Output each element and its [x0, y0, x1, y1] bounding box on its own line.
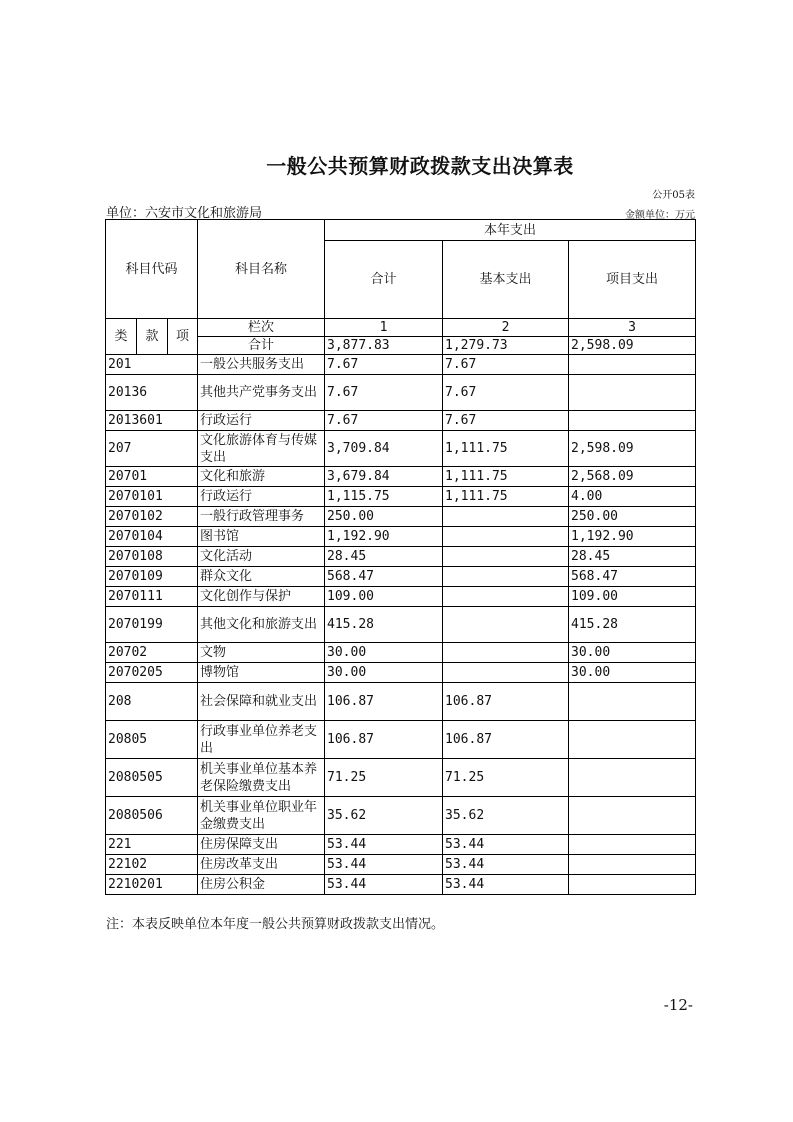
row-basic: 53.44 [443, 835, 569, 855]
row-basic [443, 663, 569, 683]
row-name: 一般行政管理事务 [198, 507, 325, 527]
row-basic: 7.67 [443, 355, 569, 375]
table-row [106, 797, 696, 835]
table-row [106, 567, 696, 587]
sum-project: 2,598.09 [569, 337, 696, 355]
sum-label: 合计 [198, 337, 325, 355]
row-basic [443, 643, 569, 663]
row-code: 22102 [106, 855, 198, 875]
row-project: 2,598.09 [569, 431, 696, 467]
row-basic: 106.87 [443, 683, 569, 721]
row-total: 109.00 [325, 587, 443, 607]
row-project: 4.00 [569, 487, 696, 507]
row-name: 机关事业单位职业年金缴费支出 [198, 797, 325, 835]
table-row [106, 663, 696, 683]
row-project: 2,568.09 [569, 467, 696, 487]
row-name: 群众文化 [198, 567, 325, 587]
row-basic: 1,111.75 [443, 487, 569, 507]
sum-basic: 1,279.73 [443, 337, 569, 355]
table-row [106, 587, 696, 607]
table-row [106, 527, 696, 547]
row-name: 住房改革支出 [198, 855, 325, 875]
row-project: 30.00 [569, 643, 696, 663]
row-project: 415.28 [569, 607, 696, 643]
row-name: 文化创作与保护 [198, 587, 325, 607]
table-row [106, 355, 696, 375]
row-total: 53.44 [325, 835, 443, 855]
row-name: 社会保障和就业支出 [198, 683, 325, 721]
table-row [106, 759, 696, 797]
table-row [106, 683, 696, 721]
table-row [106, 467, 696, 487]
row-basic: 1,111.75 [443, 431, 569, 467]
row-code: 20805 [106, 721, 198, 759]
row-basic [443, 527, 569, 547]
row-name: 文化活动 [198, 547, 325, 567]
row-total: 3,709.84 [325, 431, 443, 467]
row-code: 20136 [106, 375, 198, 411]
table-row [106, 643, 696, 663]
table-note: 注：本表反映单位本年度一般公共预算财政拨款支出情况。 [106, 917, 445, 932]
table-row [106, 835, 696, 855]
table-row [106, 547, 696, 567]
row-code: 2070199 [106, 607, 198, 643]
row-name: 行政运行 [198, 487, 325, 507]
row-total: 30.00 [325, 663, 443, 683]
row-code: 207 [106, 431, 198, 467]
row-code: 208 [106, 683, 198, 721]
row-code: 2070108 [106, 547, 198, 567]
row-name: 博物馆 [198, 663, 325, 683]
row-basic: 35.62 [443, 797, 569, 835]
row-total: 106.87 [325, 683, 443, 721]
row-code: 2080506 [106, 797, 198, 835]
row-project [569, 797, 696, 835]
row-basic [443, 607, 569, 643]
row-total: 415.28 [325, 607, 443, 643]
header-current-year: 本年支出 [325, 220, 696, 241]
row-code: 2013601 [106, 411, 198, 431]
header-kuan: 款 [137, 319, 168, 355]
table-row [106, 487, 696, 507]
row-total: 53.44 [325, 875, 443, 895]
row-name: 行政事业单位养老支出 [198, 721, 325, 759]
row-code: 221 [106, 835, 198, 855]
row-code: 2070111 [106, 587, 198, 607]
table-row [106, 507, 696, 527]
unit-label: 单位：六安市文化和旅游局 [106, 206, 263, 221]
row-total: 106.87 [325, 721, 443, 759]
row-project [569, 375, 696, 411]
row-basic [443, 567, 569, 587]
row-basic: 1,111.75 [443, 467, 569, 487]
row-project: 109.00 [569, 587, 696, 607]
table-row [106, 431, 696, 467]
row-name: 住房保障支出 [198, 835, 325, 855]
row-code: 2080505 [106, 759, 198, 797]
header-name: 科目名称 [198, 220, 325, 319]
row-code: 2070101 [106, 487, 198, 507]
row-project [569, 875, 696, 895]
row-project: 250.00 [569, 507, 696, 527]
header-lanci: 栏次 [198, 319, 325, 337]
row-project: 568.47 [569, 567, 696, 587]
row-basic: 71.25 [443, 759, 569, 797]
row-code: 2070104 [106, 527, 198, 547]
page-number: -12- [663, 996, 693, 1014]
row-total: 35.62 [325, 797, 443, 835]
row-name: 文化和旅游 [198, 467, 325, 487]
row-project [569, 759, 696, 797]
row-total: 28.45 [325, 547, 443, 567]
row-total: 7.67 [325, 375, 443, 411]
header-code: 科目代码 [106, 220, 198, 319]
table-row [106, 411, 696, 431]
form-number: 公开05表 [652, 190, 695, 201]
row-basic: 53.44 [443, 855, 569, 875]
row-name: 其他共产党事务支出 [198, 375, 325, 411]
table-row [106, 855, 696, 875]
row-total: 7.67 [325, 355, 443, 375]
row-total: 568.47 [325, 567, 443, 587]
header-project: 项目支出 [569, 241, 696, 319]
amount-unit-label: 金额单位：万元 [625, 210, 695, 221]
row-basic [443, 587, 569, 607]
row-project [569, 355, 696, 375]
row-code: 2070109 [106, 567, 198, 587]
row-basic: 53.44 [443, 875, 569, 895]
header-col2: 2 [443, 319, 569, 337]
row-total: 53.44 [325, 855, 443, 875]
row-total: 71.25 [325, 759, 443, 797]
header-col1: 1 [325, 319, 443, 337]
row-basic [443, 547, 569, 567]
row-name: 文化旅游体育与传媒支出 [198, 431, 325, 467]
row-project [569, 411, 696, 431]
row-code: 201 [106, 355, 198, 375]
row-project: 28.45 [569, 547, 696, 567]
sum-total: 3,877.83 [325, 337, 443, 355]
row-name: 文物 [198, 643, 325, 663]
row-code: 20701 [106, 467, 198, 487]
row-name: 其他文化和旅游支出 [198, 607, 325, 643]
row-name: 一般公共服务支出 [198, 355, 325, 375]
row-total: 3,679.84 [325, 467, 443, 487]
header-total: 合计 [325, 241, 443, 319]
table-row [106, 875, 696, 895]
header-row-3 [106, 319, 696, 337]
row-basic: 7.67 [443, 375, 569, 411]
row-total: 250.00 [325, 507, 443, 527]
table-row [106, 721, 696, 759]
header-basic: 基本支出 [443, 241, 569, 319]
row-basic: 106.87 [443, 721, 569, 759]
row-project [569, 721, 696, 759]
row-code: 20702 [106, 643, 198, 663]
expenditure-table [105, 219, 696, 895]
row-code: 2210201 [106, 875, 198, 895]
row-total: 1,192.90 [325, 527, 443, 547]
row-project [569, 683, 696, 721]
row-code: 2070205 [106, 663, 198, 683]
header-lei: 类 [106, 319, 137, 355]
row-total: 7.67 [325, 411, 443, 431]
header-col3: 3 [569, 319, 696, 337]
row-project [569, 855, 696, 875]
header-row-1 [106, 220, 696, 241]
row-total: 1,115.75 [325, 487, 443, 507]
row-basic [443, 507, 569, 527]
row-project [569, 835, 696, 855]
row-name: 行政运行 [198, 411, 325, 431]
row-name: 住房公积金 [198, 875, 325, 895]
row-project: 1,192.90 [569, 527, 696, 547]
row-code: 2070102 [106, 507, 198, 527]
page-title: 一般公共预算财政拨款支出决算表 [266, 154, 574, 178]
table-row [106, 607, 696, 643]
row-basic: 7.67 [443, 411, 569, 431]
row-total: 30.00 [325, 643, 443, 663]
header-xiang: 项 [168, 319, 198, 355]
row-name: 图书馆 [198, 527, 325, 547]
row-name: 机关事业单位基本养老保险缴费支出 [198, 759, 325, 797]
row-project: 30.00 [569, 663, 696, 683]
table-row [106, 375, 696, 411]
